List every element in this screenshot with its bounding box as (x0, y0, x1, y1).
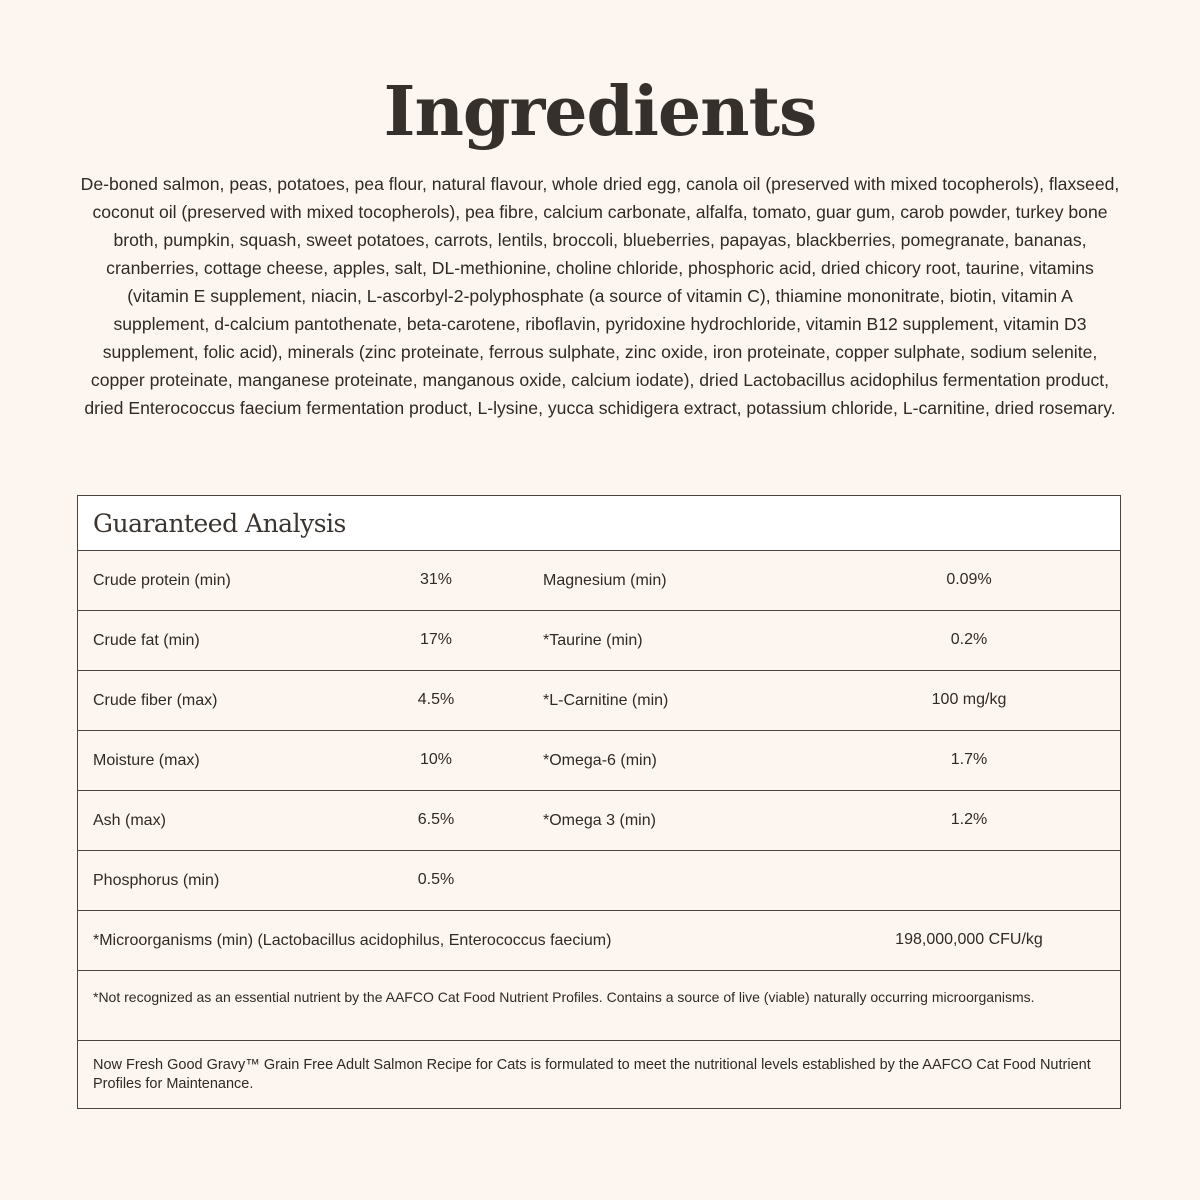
nutrient-value: 4.5% (417, 690, 455, 708)
nutrient-value: 31% (419, 570, 453, 588)
nutrient-label: Magnesium (min) (543, 571, 667, 589)
table-row (78, 611, 1120, 671)
ingredients-list: De-boned salmon, peas, potatoes, pea flour, natural flavour, whole dried egg, canola oil (preserved with mixed tocopherols), flaxseed, coconut oil (preserved with mixed tocopherols), pea fibre, calcium carbonate, alfalfa, tomato, guar gum, carob powder, turkey bone broth, pumpkin, squash, sweet potatoes, carrots, lentils, broccoli, blueberries, papayas, blackberries, pomegranate, bananas, cranberries, cottage cheese, apples, salt, DL-methionine, choline chloride, phosphoric acid, dried chicory root, taurine, vitamins (vitamin E supplement, niacin, L-ascorbyl-2-polyphosphate (a source of vitamin C), thiamine mononitrate, biotin, vitamin A supplement, d-calcium pantothenate, beta-carotene, riboflavin, pyridoxine hydrochloride, vitamin B12 supplement, vitamin D3 supplement, folic acid), minerals (zinc proteinate, ferrous sulphate, zinc oxide, iron proteinate, copper sulphate, sodium selenite, copper proteinate, manganese proteinate, manganous oxide, calcium iodate), dried Lactobacillus acidophilus fermentation product, dried Enterococcus faecium fermentation product, L-lysine, yucca schidigera extract, potassium chloride, L-carnitine, dried rosemary. (80, 174, 1120, 418)
nutrient-value: 0.5% (417, 870, 455, 888)
footnote: *Not recognized as an essential nutrient by the AAFCO Cat Food Nutrient Profiles. Contains a source of live (viable) naturally occurring microorganisms. (78, 971, 1120, 1041)
nutrient-value: 10% (419, 750, 453, 768)
nutrient-value: 1.2% (950, 810, 988, 828)
nutrient-value: 1.7% (950, 750, 988, 768)
microorganisms-row (78, 911, 1120, 971)
table-row (78, 791, 1120, 851)
nutrient-value: 6.5% (417, 810, 455, 828)
nutrient-label: *Taurine (min) (543, 631, 643, 649)
guaranteed-analysis-table (77, 495, 1121, 1109)
nutrient-label: *Omega 3 (min) (543, 811, 656, 829)
table-row (78, 551, 1120, 611)
microorganisms-label: *Microorganisms (min) (Lactobacillus acidophilus, Enterococcus faecium) (93, 931, 612, 949)
table-row (78, 731, 1120, 791)
nutrient-label: Ash (max) (93, 811, 166, 829)
analysis-header (78, 496, 1120, 551)
nutrient-value: 0.2% (950, 630, 988, 648)
nutrient-label: Crude protein (min) (93, 571, 231, 589)
table-row (78, 671, 1120, 731)
page-title: Ingredients (383, 72, 817, 152)
nutrient-value: 17% (419, 630, 453, 648)
nutrient-label: Moisture (max) (93, 751, 200, 769)
nutrient-value: 100 mg/kg (931, 690, 1007, 708)
nutrient-label: *L-Carnitine (min) (543, 691, 669, 709)
nutrient-label: *Omega-6 (min) (543, 751, 657, 769)
nutrient-value: 0.09% (946, 570, 992, 588)
aafco-statement: Now Fresh Good Gravy™ Grain Free Adult Salmon Recipe for Cats is formulated to meet the nutritional levels established by the AAFCO Cat Food Nutrient Profiles for Maintenance. (93, 1057, 1091, 1092)
microorganisms-value: 198,000,000 CFU/kg (895, 930, 1043, 948)
nutrient-label: Crude fat (min) (93, 631, 200, 649)
table-row (78, 851, 1120, 911)
nutrient-label: Crude fiber (max) (93, 691, 218, 709)
analysis-title: Guaranteed Analysis (93, 508, 346, 538)
nutrient-label: Phosphorus (min) (93, 871, 220, 889)
